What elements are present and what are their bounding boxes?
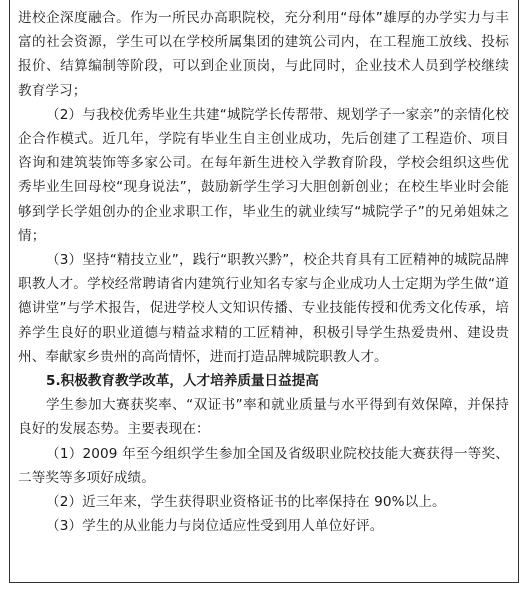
result-item-1: （1）2009 年至今组织学生参加全国及省级职业院校技能大赛获得一等奖、二等奖等多项好成绩。	[18, 445, 509, 486]
result-item-3: （3）学生的从业能力与岗位适应性受到用人单位好评。	[46, 518, 384, 535]
paragraph-intro-continuation: 进校企深度融合。作为一所民办高职院校，充分利用“母体”雄厚的办学实力与丰富的社会资源，学生可以在学校所属集团的建筑公司内，在工程施工放线、投标报价、结算编制等阶段，可以到企业顶岗，与此同时，企业技术人员到学校继续教育学习；	[18, 10, 509, 99]
document-frame	[9, 0, 519, 583]
paragraph-summary: 学生参加大赛获奖率、“双证书”率和就业质量与水平得到有效保障，并保持良好的发展态势。主要表现在：	[18, 397, 509, 438]
paragraph-item-2: （2）与我校优秀毕业生共建“城院学长传帮带、规划学子一家亲”的亲情化校企合作模式。近几年，学院有毕业生自主创业成功，先后创建了工程造价、项目咨询和建筑装饰等多家公司。在每年新生进校入学教育阶段，学校会组织这些优秀毕业生回母校“现身说法”，鼓励新学生学习大胆创新创业；在校生毕业时会能够到学长学姐创办的企业求职工作，毕业生的就业续写“城院学子”的兄弟姐妹之情；	[18, 106, 509, 244]
result-item-2: （2）近三年来，学生获得职业资格证书的比率保持在 90%以上。	[46, 494, 446, 511]
section-heading: 5.积极教育教学改革，人才培养质量日益提高	[46, 373, 319, 390]
paragraph-item-3: （3）坚持“精技立业”，践行“职教兴黔”，校企共育具有工匠精神的城院品牌职教人才。学校经常聘请省内建筑行业知名专家与企业成功人士定期为学生做“道德讲堂”与学术报告，促进学校人文知识传播、专业技能传授和优秀文化传承，培养学生良好的职业道德与精益求精的工匠精神，积极引导学生热爱贵州、建设贵州、奉献家乡贵州的高尚情怀，进而打造品牌城院职教人才。	[18, 252, 509, 365]
